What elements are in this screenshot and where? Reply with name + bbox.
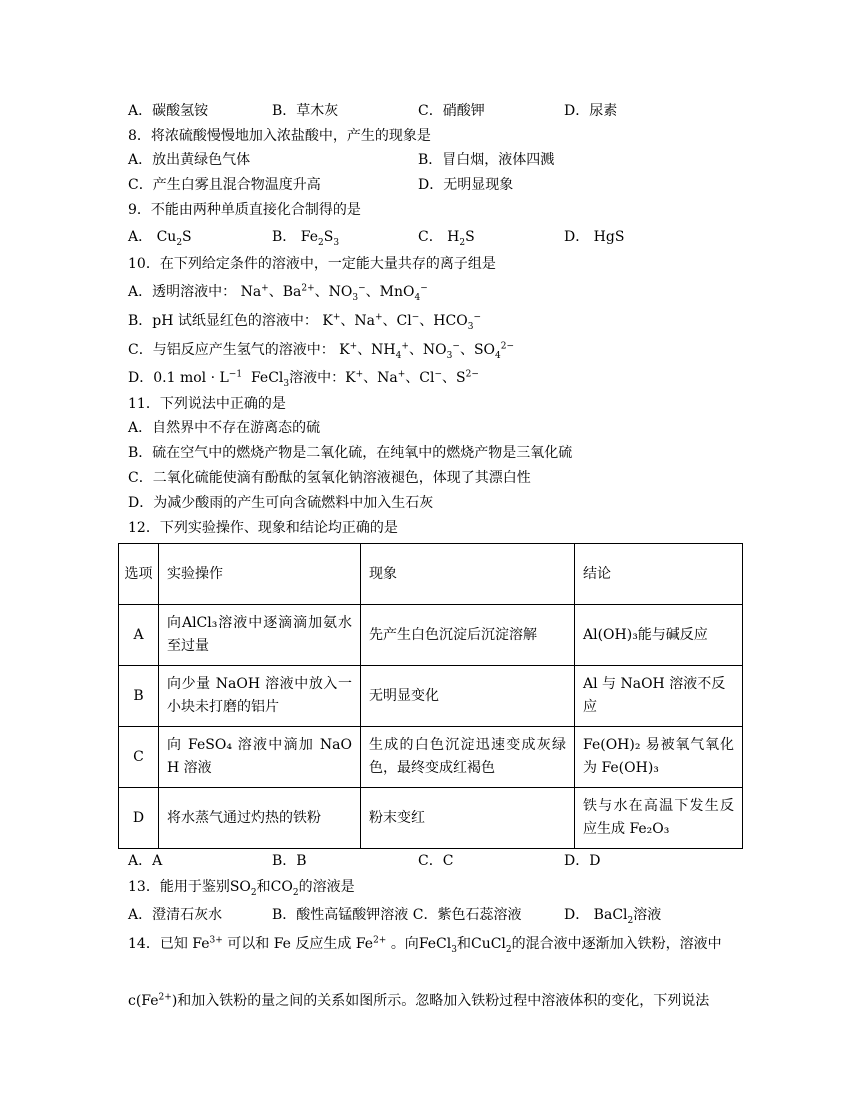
q12-options xyxy=(128,851,748,871)
experiment-table xyxy=(118,543,743,849)
table-row xyxy=(119,605,743,666)
row-b-phenomenon: 无明显变化 xyxy=(361,666,575,727)
table-row xyxy=(119,666,743,727)
row-a-phenomenon: 先产生白色沉淀后沉淀溶解 xyxy=(361,605,575,666)
row-a-option: A xyxy=(119,605,159,666)
row-a-conclusion: Al(OH)₃能与碱反应 xyxy=(575,605,743,666)
row-d-conclusion: 铁与水在高温下发生反应生成 Fe₂O₃ xyxy=(575,788,743,849)
table-header-row xyxy=(119,544,743,605)
q9-option-a: A． $Cu_2S$ xyxy=(128,229,192,248)
q14-line1: 14．已知 $Fe^{3+}$ 可以和 Fe 反应生成 $Fe^{2+}$ 。向FeCl$_3$和CuCl$_2$的混合液中逐渐加入铁粉，溶液中 xyxy=(128,935,722,955)
header-conclusion: 结论 xyxy=(575,544,743,605)
q8-options-row2 xyxy=(128,175,748,195)
header-option: 选项 xyxy=(119,544,159,605)
q12-option-a: A．A xyxy=(128,853,163,869)
row-c-phenomenon: 生成的白色沉淀迅速变成灰绿色，最终变成红褐色 xyxy=(361,727,575,788)
q9-stem: 9．不能由两种单质直接化合制得的是 xyxy=(128,202,361,218)
row-d-phenomenon: 粉末变红 xyxy=(361,788,575,849)
q7-option-b: B．草木灰 xyxy=(272,103,339,119)
q10-option-c: C．与铝反应产生氢气的溶液中： K+、$NH_4^+$、$NO_3^-$、$SO_4^{2-}$ xyxy=(128,341,515,361)
q7-options xyxy=(128,101,748,121)
q8-option-c: C．产生白雾且混合物温度升高 xyxy=(128,177,321,193)
q12-option-b: B．B xyxy=(272,853,307,869)
row-c-operation: 向 FeSO₄ 溶液中滴加 NaOH 溶液 xyxy=(159,727,361,788)
q10-option-a: A．透明溶液中： Na+、$Ba^{2+}$、$NO_3^-$、MnO$_4$− xyxy=(128,283,428,303)
q12-stem: 12．下列实验操作、现象和结论均正确的是 xyxy=(128,520,398,536)
row-c-conclusion: Fe(OH)₂ 易被氧气氧化为 Fe(OH)₃ xyxy=(575,727,743,788)
q13-option-a: A．澄清石灰水 xyxy=(128,907,223,923)
row-c-option: C xyxy=(119,727,159,788)
q8-option-b: B．冒白烟，液体四溅 xyxy=(418,152,555,168)
q8-option-d: D．无明显现象 xyxy=(418,177,514,193)
q8-options-row1 xyxy=(128,150,748,170)
q11-option-b: B．硫在空气中的燃烧产物是二氧化硫，在纯氧中的燃烧产物是三氧化硫 xyxy=(128,445,573,461)
q12-option-d: D．D xyxy=(564,853,601,869)
row-a-operation: 向AlCl₃溶液中逐滴滴加氨水至过量 xyxy=(159,605,361,666)
q10-option-b: B．pH 试纸显红色的溶液中： K+、Na+、Cl−、$HCO_3^-$ xyxy=(128,312,481,332)
q12-option-c: C．C xyxy=(418,853,454,869)
q9-option-d: D． HgS xyxy=(564,229,625,245)
q10-stem: 10．在下列给定条件的溶液中，一定能大量共存的离子组是 xyxy=(128,256,496,272)
row-b-option: B xyxy=(119,666,159,727)
row-d-operation: 将水蒸气通过灼热的铁粉 xyxy=(159,788,361,849)
q11-stem: 11．下列说法中正确的是 xyxy=(128,396,286,412)
q9-option-c: C． $H_2S$ xyxy=(418,229,475,248)
header-operation: 实验操作 xyxy=(159,544,361,605)
q9-option-b: B． $Fe_2S_3$ xyxy=(272,229,340,248)
q13-stem: 13．能用于鉴别$SO_2$和$CO_2$的溶液是 xyxy=(128,879,355,898)
row-b-conclusion: Al 与 NaOH 溶液不反应 xyxy=(575,666,743,727)
header-phenomenon: 现象 xyxy=(361,544,575,605)
row-b-operation: 向少量 NaOH 溶液中放入一小块未打磨的铝片 xyxy=(159,666,361,727)
q14-line2: $c(Fe^{2+})$和加入铁粉的量之间的关系如图所示。忽略加入铁粉过程中溶液体积的变化，下列说法 xyxy=(128,992,710,1009)
q11-option-a: A．自然界中不存在游离态的硫 xyxy=(128,420,321,436)
q7-option-a: A．碳酸氢铵 xyxy=(128,103,209,119)
q13-options xyxy=(128,905,748,925)
q7-option-c: C．硝酸钾 xyxy=(418,103,485,119)
q10-option-d: D．0.1 mol · $L^{-1}$ FeCl$_3$溶液中：K+、Na+、Cl−、$S^{2-}$ xyxy=(128,369,479,389)
q8-option-a: A．放出黄绿色气体 xyxy=(128,152,251,168)
q11-option-c: C．二氧化硫能使滴有酚酞的氢氧化钠溶液褪色，体现了其漂白性 xyxy=(128,470,531,486)
q11-option-d: D．为减少酸雨的产生可向含硫燃料中加入生石灰 xyxy=(128,495,434,511)
q13-option-d: D． BaCl$_2$溶液 xyxy=(564,907,662,926)
q13-option-bc: B．酸性高锰酸钾溶液 C．紫色石蕊溶液 xyxy=(272,907,522,923)
table-row xyxy=(119,788,743,849)
table-row xyxy=(119,727,743,788)
q9-options xyxy=(128,227,748,247)
q7-option-d: D．尿素 xyxy=(564,103,618,119)
q8-stem: 8．将浓硫酸慢慢地加入浓盐酸中，产生的现象是 xyxy=(128,128,431,144)
row-d-option: D xyxy=(119,788,159,849)
